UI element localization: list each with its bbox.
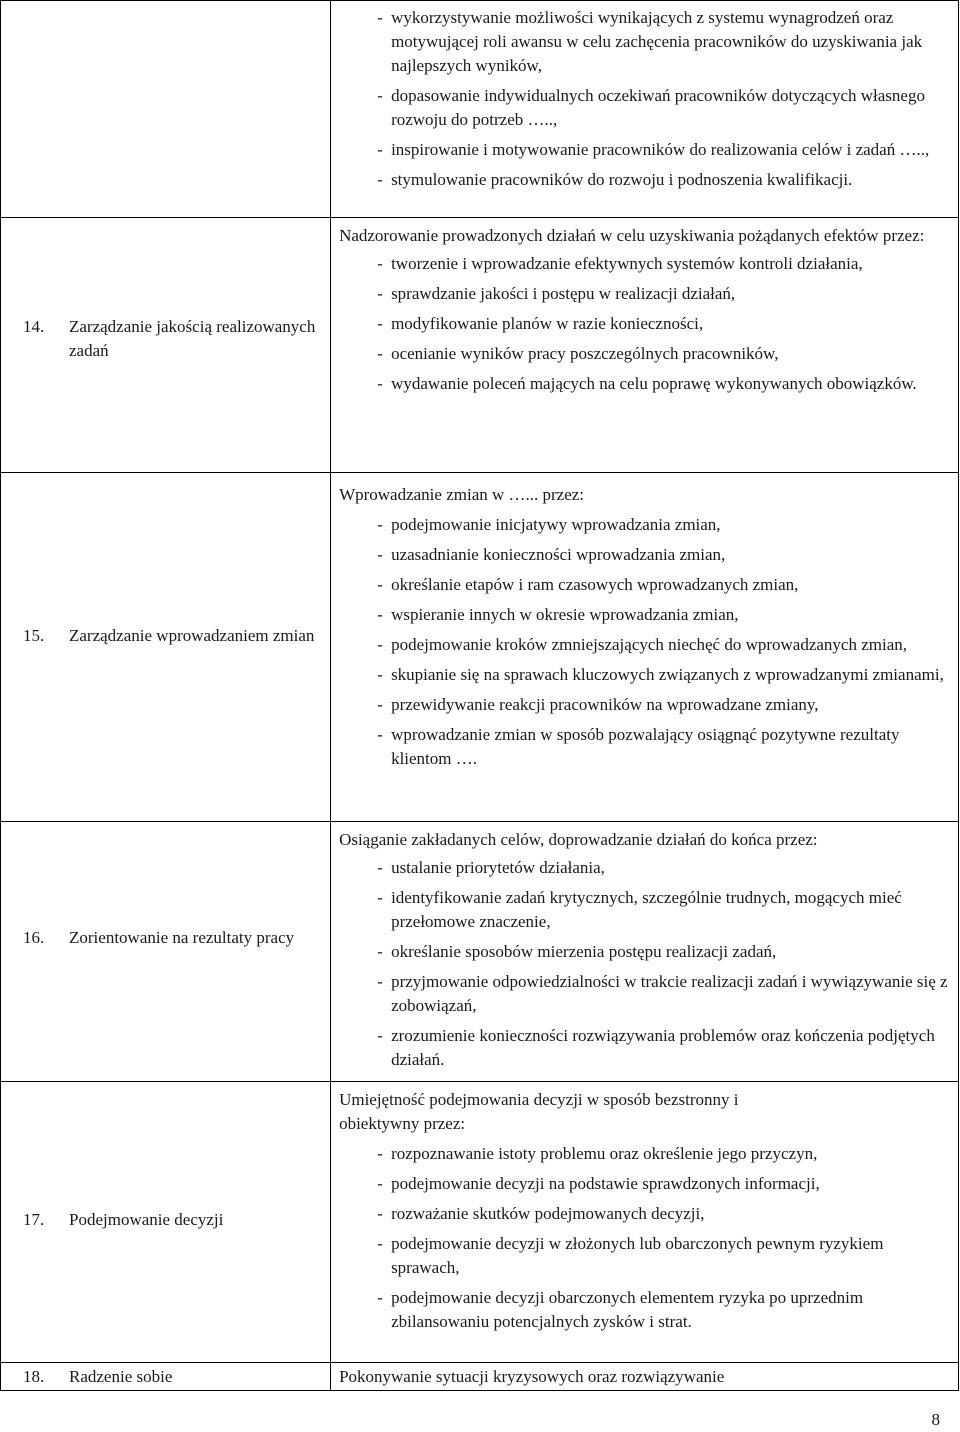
competency-intro: Wprowadzanie zmian w …... przez:: [339, 485, 585, 504]
competency-number: 16.: [23, 928, 45, 947]
competency-intro: Pokonywanie sytuacji kryzysowych oraz rozwiązywanie: [339, 1367, 725, 1386]
list-item: - zrozumienie konieczności rozwiązywania problemów oraz kończenia podjętych działań.: [377, 1024, 952, 1072]
list-item: - określanie sposobów mierzenia postępu realizacji zadań,: [377, 940, 952, 964]
list-item: - podejmowanie kroków zmniejszających niechęć do wprowadzanych zmian,: [377, 633, 952, 657]
table-row: [1, 218, 959, 473]
list-item: - sprawdzanie jakości i postępu w realizacji działań,: [377, 282, 952, 306]
page-number: 8: [931, 1410, 940, 1429]
competency-number: 14.: [23, 317, 45, 336]
list-item: - skupianie się na sprawach kluczowych związanych z wprowadzanymi zmianami,: [377, 663, 952, 687]
competency-number: 17.: [23, 1210, 45, 1229]
list-item: - podejmowanie inicjatywy wprowadzania zmian,: [377, 513, 952, 537]
behaviour-list: [331, 6, 958, 192]
competency-intro: Osiąganie zakładanych celów, doprowadzanie działań do końca przez:: [339, 830, 818, 849]
list-item: - wydawanie poleceń mających na celu poprawę wykonywanych obowiązków.: [377, 372, 952, 396]
competency-number: 15.: [23, 626, 45, 645]
list-item: - wykorzystywanie możliwości wynikających z systemu wynagrodzeń oraz motywującej roli awansu w celu zachęcenia pracowników do uzyskiwania jak najlepszych wyników,: [377, 6, 952, 78]
competency-title: Radzenie sobie: [69, 1367, 173, 1386]
list-item: - podejmowanie decyzji w złożonych lub obarczonych pewnym ryzykiem sprawach,: [377, 1232, 952, 1280]
list-item: - dopasowanie indywidualnych oczekiwań pracowników dotyczących własnego rozwoju do potrzeb …..,: [377, 84, 952, 132]
competency-number: 18.: [23, 1367, 45, 1386]
competency-description-cell: [331, 822, 959, 1082]
competency-name-cell: [1, 473, 331, 822]
list-item: - określanie etapów i ram czasowych wprowadzanych zmian,: [377, 573, 952, 597]
competency-description-cell: [331, 1, 959, 218]
competency-title: Zarządzanie wprowadzaniem zmian: [69, 626, 315, 645]
competency-description-cell: [331, 218, 959, 473]
list-item: - przyjmowanie odpowiedzialności w trakcie realizacji zadań i wywiązywanie się z zobowiązań,: [377, 970, 952, 1018]
competency-title: Zarządzanie jakością realizowanych zadań: [69, 317, 316, 360]
competency-intro: Umiejętność podejmowania decyzji w sposób bezstronny i obiektywny przez:: [339, 1090, 739, 1133]
list-item: - wspieranie innych w okresie wprowadzania zmian,: [377, 603, 952, 627]
list-item: - ocenianie wyników pracy poszczególnych pracowników,: [377, 342, 952, 366]
table-row: [1, 822, 959, 1082]
list-item: - rozpoznawanie istoty problemu oraz określenie jego przyczyn,: [377, 1142, 952, 1166]
competency-name-cell: [1, 822, 331, 1082]
behaviour-list: [331, 1142, 958, 1334]
list-item: - inspirowanie i motywowanie pracowników do realizowania celów i zadań …..,: [377, 138, 952, 162]
list-item: - przewidywanie reakcji pracowników na wprowadzane zmiany,: [377, 693, 952, 717]
list-item: - stymulowanie pracowników do rozwoju i podnoszenia kwalifikacji.: [377, 168, 952, 192]
list-item: - ustalanie priorytetów działania,: [377, 856, 952, 880]
behaviour-list: [331, 856, 958, 1072]
competency-name-cell: [1, 1082, 331, 1363]
list-item: - uzasadnianie konieczności wprowadzania zmian,: [377, 543, 952, 567]
list-item: - identyfikowanie zadań krytycznych, szczególnie trudnych, mogących mieć przełomowe znaczenie,: [377, 886, 952, 934]
list-item: - rozważanie skutków podejmowanych decyzji,: [377, 1202, 952, 1226]
competency-title: Podejmowanie decyzji: [69, 1210, 224, 1229]
behaviour-list: [331, 252, 958, 396]
list-item: - modyfikowanie planów w razie konieczności,: [377, 312, 952, 336]
competency-title: Zorientowanie na rezultaty pracy: [69, 928, 295, 947]
table-row: [1, 1, 959, 218]
list-item: - tworzenie i wprowadzanie efektywnych systemów kontroli działania,: [377, 252, 952, 276]
behaviour-list: [331, 513, 958, 771]
competency-description-cell: [331, 1363, 959, 1391]
table-row: [1, 1082, 959, 1363]
list-item: - podejmowanie decyzji na podstawie sprawdzonych informacji,: [377, 1172, 952, 1196]
list-item: - podejmowanie decyzji obarczonych elementem ryzyka po uprzednim zbilansowaniu potencjalnych zysków i strat.: [377, 1286, 952, 1334]
competency-intro: Nadzorowanie prowadzonych działań w celu uzyskiwania pożądanych efektów przez:: [339, 226, 925, 245]
competency-name-cell: [1, 1, 331, 218]
competency-description-cell: [331, 1082, 959, 1363]
table-row: [1, 1363, 959, 1391]
competency-name-cell: [1, 218, 331, 473]
competency-name-cell: [1, 1363, 331, 1391]
list-item: - wprowadzanie zmian w sposób pozwalający osiągnąć pozytywne rezultaty klientom ….: [377, 723, 952, 771]
table-row: [1, 473, 959, 822]
competency-description-cell: [331, 473, 959, 822]
